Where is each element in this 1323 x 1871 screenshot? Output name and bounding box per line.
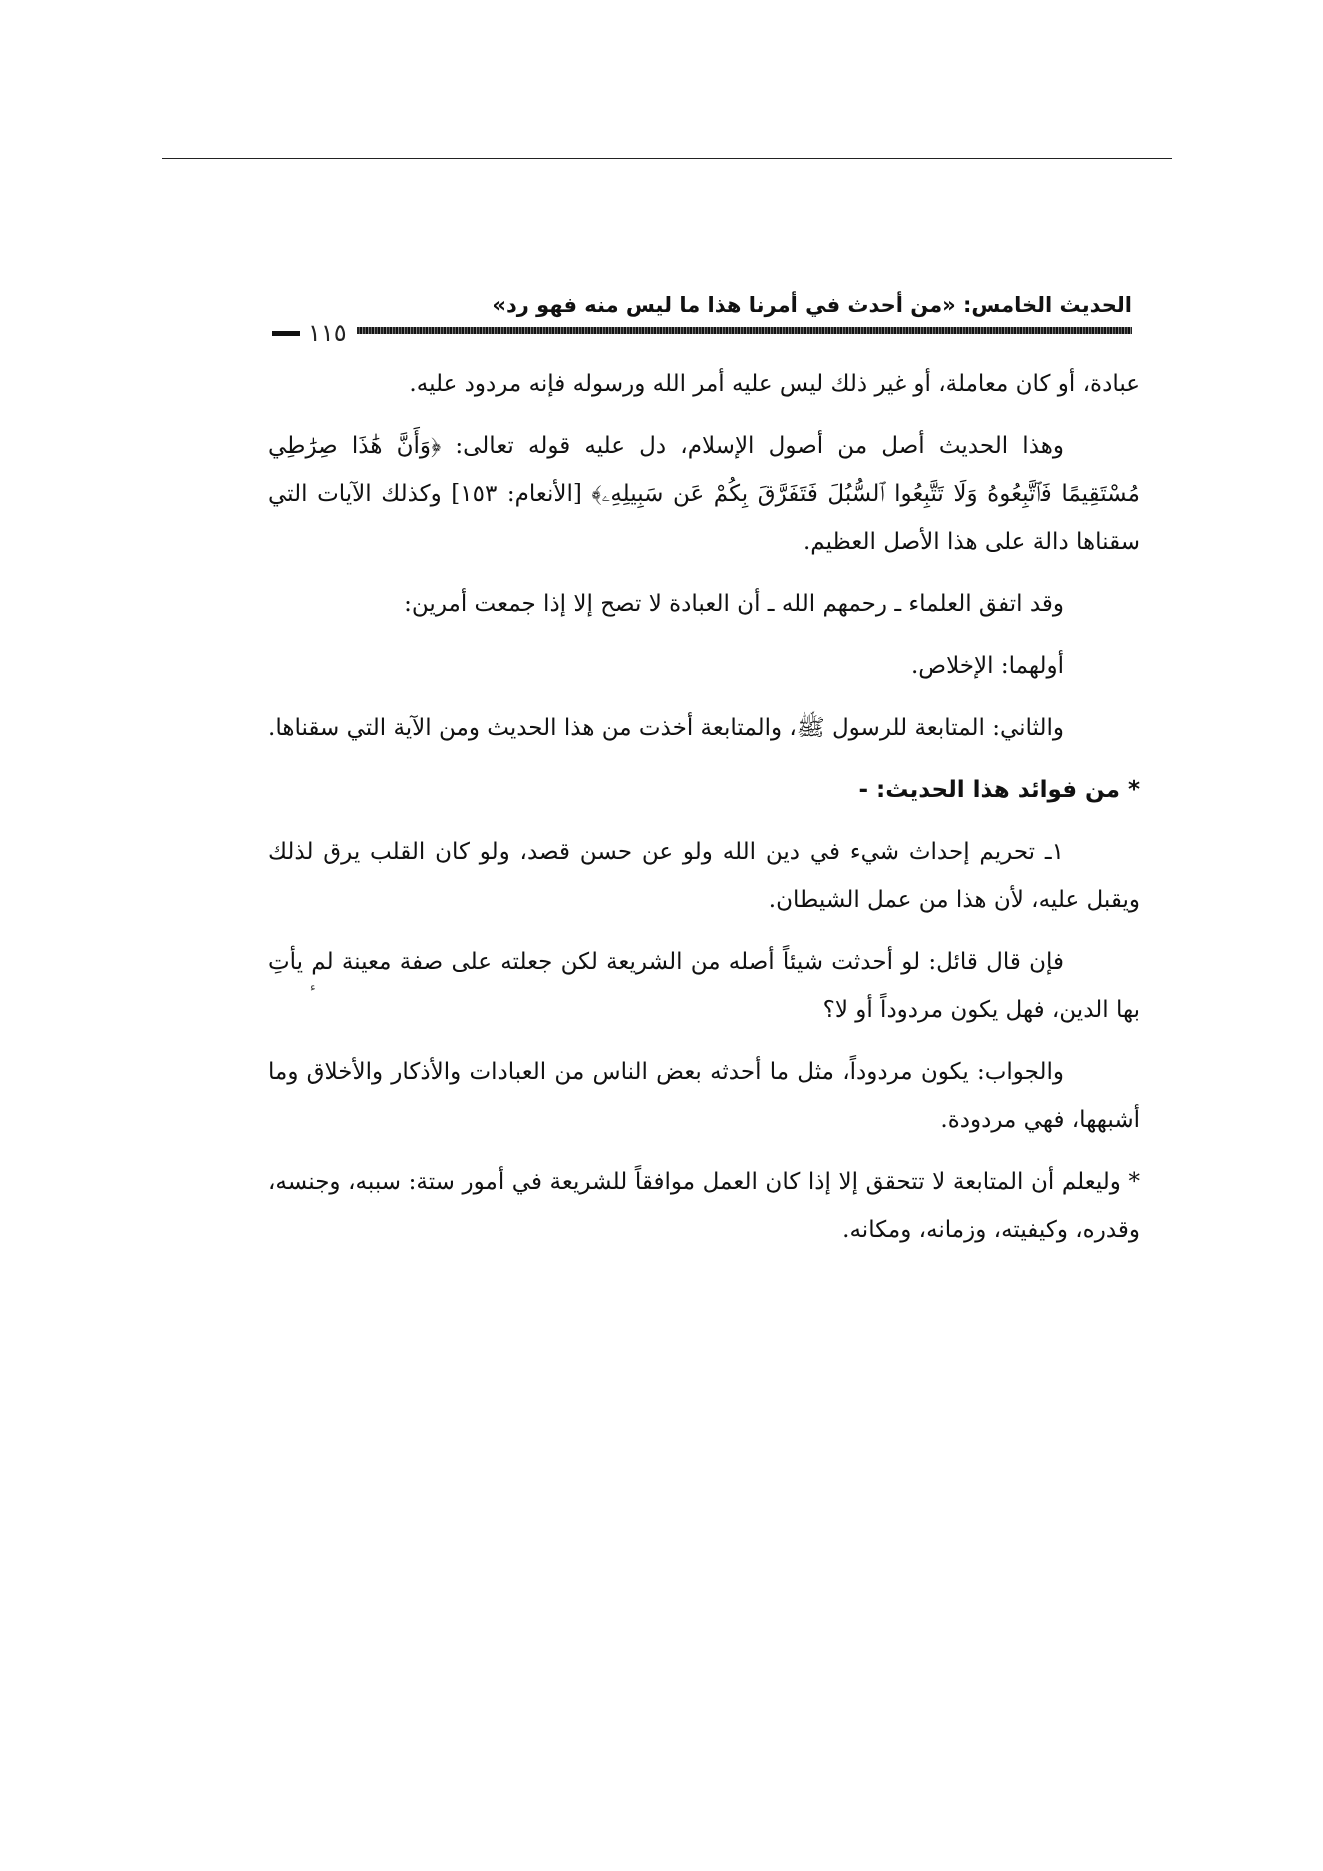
paragraph-continuation: عبادة، أو كان معاملة، أو غير ذلك ليس عليه أمر الله ورسوله فإنه مردود عليه.: [409, 371, 1140, 397]
page-number: [272, 319, 347, 347]
running-header: [272, 290, 1132, 347]
header-ornament-bar: [357, 327, 1132, 334]
benefit-item: ١ـ تحريم إحداث شيء في دين الله ولو عن حسن قصد، ولو كان القلب يرق لذلك ويقبل عليه، لأن هذا من عمل الشيطان.: [268, 839, 1140, 913]
header-title: الحديث الخامس: «من أحدث في أمرنا هذا ما ليس منه فهو رد»: [492, 293, 1132, 317]
stray-mark: ء: [310, 980, 316, 994]
paragraph-hadith-origin: وهذا الحديث أصل من أصول الإسلام، دل عليه قوله تعالى: ﴿وَأَنَّ هَٰذَا صِرَٰطِي مُسْتَقِيمًا فَٱتَّبِعُوهُ وَلَا تَتَّبِعُوا ٱلسُّبُلَ فَتَفَرَّقَ بِكُمْ عَن سَبِيلِهِۦ﴾ [الأنعام: ١٥٣] وكذلك الآيات التي سقناها دالة على هذا الأصل العظيم.: [268, 433, 1140, 555]
header-bar-row: [272, 319, 1132, 347]
benefits-heading: * من فوائد هذا الحديث: -: [858, 777, 1140, 803]
top-rule: [162, 158, 1172, 159]
paragraph-scholars-agreement: وقد اتفق العلماء ـ رحمهم الله ـ أن العبادة لا تصح إلا إذا جمعت أمرين:: [404, 591, 1064, 617]
paragraph-first-condition: أولهما: الإخلاص.: [910, 653, 1064, 679]
body-text: [268, 360, 1140, 1268]
benefit-question: فإن قال قائل: لو أحدثت شيئاً أصله من الشريعة لكن جعلته على صفة معينة لم يأتِ بها الدين، فهل يكون مردوداً أو لا؟: [268, 949, 1140, 1023]
page-number-dash: [272, 331, 300, 336]
page-number-text: ١١٥: [308, 319, 347, 347]
paragraph-second-condition: والثاني: المتابعة للرسول ﷺ، والمتابعة أخذت من هذا الحديث ومن الآية التي سقناها.: [268, 715, 1064, 741]
benefit-answer: والجواب: يكون مردوداً، مثل ما أحدثه بعض الناس من العبادات والأذكار والأخلاق وما أشبهها، فهي مردودة.: [268, 1059, 1140, 1133]
benefit-note: * وليعلم أن المتابعة لا تتحقق إلا إذا كان العمل موافقاً للشريعة في أمور ستة: سببه، وجنسه، وقدره، وكيفيته، وزمانه، ومكانه.: [268, 1169, 1140, 1243]
